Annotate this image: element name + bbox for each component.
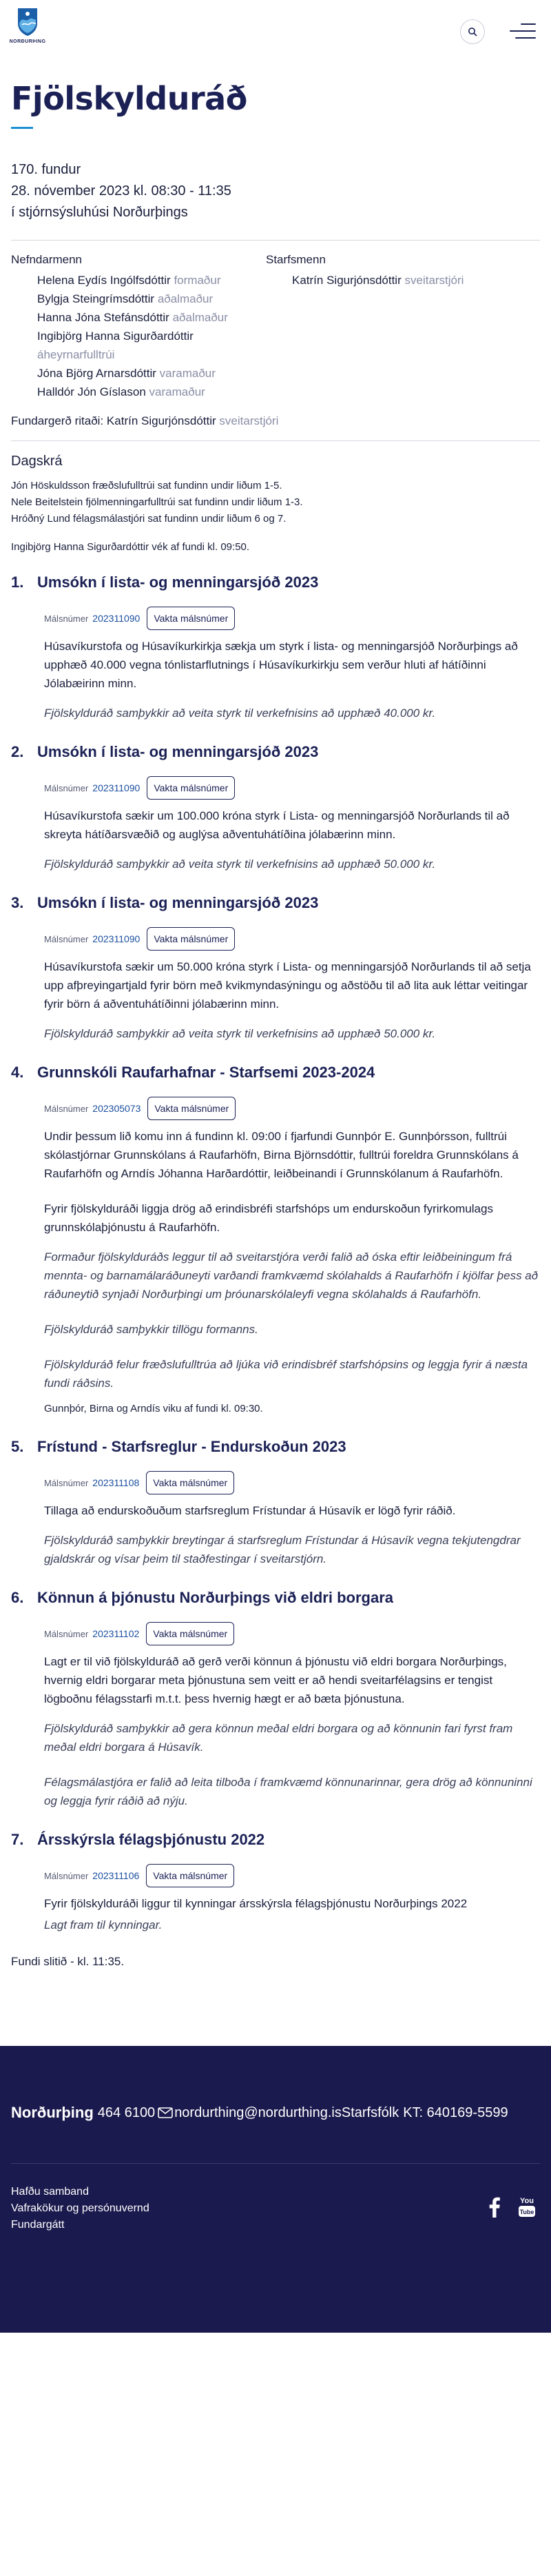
item-heading: Umsókn í lista- og menningarsjóð 2023 [37, 574, 319, 591]
search-button[interactable] [460, 19, 485, 44]
member-name: Bylgja Steingrímsdóttir [37, 292, 155, 305]
minutes-label: Fundargerð ritaði: [11, 414, 104, 427]
item-number: 7. [11, 1831, 24, 1848]
watch-case-button[interactable]: Vakta málsnúmer [146, 1864, 234, 1887]
main-content [0, 80, 551, 1969]
footer-link-meeting-portal[interactable]: Fundargátt [11, 2219, 65, 2231]
case-number-link[interactable]: 202311108 [92, 1477, 140, 1488]
item-number: 1. [11, 574, 24, 591]
case-label: Málsnúmer [44, 933, 89, 944]
item-body [11, 1622, 540, 1810]
item-title [11, 1831, 540, 1849]
item-description: Lagt er til við fjölskylduráð að gerð verði könnun á þjónustu við eldri borgara Norðurþings, hvernig eldri borgarar meta þjónustuna sem veitt er að hendi sveitarfélagsins er tengist lögboðnu félagsstarfi m.t.t. þess hvernig hægt er að bæta þjónustuna. [44, 1655, 507, 1705]
committee-section [11, 253, 540, 401]
item-decision: Fjölskylduráð samþykkir að veita styrk til verkefnisins að upphæð 50.000 kr. [44, 1027, 436, 1040]
agenda-item-7 [11, 1831, 540, 1934]
agenda-item-2 [11, 743, 540, 873]
item-note: Gunnþór, Birna og Arndís viku af fundi kl. 09:30. [44, 1403, 263, 1414]
member-role: áheyrnarfulltrúi [37, 348, 115, 361]
item-body [11, 1864, 540, 1934]
member-role: formaður [174, 274, 221, 287]
member-1 [11, 290, 266, 308]
case-row [44, 1864, 540, 1887]
norðurþing-crest-icon [15, 7, 40, 37]
svg-text:You: You [520, 2197, 534, 2205]
agenda-item-5 [11, 1438, 540, 1568]
member-5 [11, 383, 266, 401]
item-decision: Fjölskylduráð samþykkir að veita styrk til verkefnisins að upphæð 50.000 kr. [44, 858, 436, 871]
attendance-notes [11, 478, 540, 527]
case-number-link[interactable]: 202311102 [92, 1628, 140, 1639]
item-description: Fyrir fjölskylduráði liggja drög að erindisbréfi starfshóps um endurskoðun fyrirkomulags grunnskólaþjónustu á Raufarhöfn. [44, 1202, 493, 1234]
watch-case-button[interactable]: Vakta málsnúmer [147, 607, 235, 630]
footer-divider [11, 2163, 540, 2164]
watch-case-button[interactable]: Vakta málsnúmer [146, 1622, 234, 1645]
facebook-link[interactable] [489, 2197, 500, 2221]
meeting-date: 28. nóvember 2023 kl. 08:30 - 11:35 [11, 183, 231, 199]
item-number: 5. [11, 1438, 24, 1455]
meeting-number: 170. fundur [11, 162, 81, 177]
item-heading: Umsókn í lista- og menningarsjóð 2023 [37, 743, 319, 760]
watch-case-button[interactable]: Vakta málsnúmer [147, 776, 235, 800]
minutes-name: Katrín Sigurjónsdóttir [106, 414, 216, 427]
attendance-line: Hróðný Lund félagsmálastjóri sat fundinn undir liðum 6 og 7. [11, 513, 287, 525]
case-number-link[interactable]: 202311090 [92, 933, 141, 944]
footer-links [11, 2184, 149, 2233]
svg-text:Tube: Tube [519, 2209, 534, 2215]
item-description: Fyrir fjölskylduráði liggur til kynningar ársskýrsla félagsþjónustu Norðurþings 2022 [44, 1897, 468, 1910]
attendance-line: Nele Beitelstein fjölmenningarfulltrúi sat fundinn undir liðum 1-3. [11, 496, 303, 508]
item-title [11, 1438, 540, 1456]
footer-contact [11, 2104, 540, 2122]
staff-heading: Starfsmenn [266, 253, 326, 266]
staff-role: sveitarstjóri [404, 274, 464, 287]
item-heading: Umsókn í lista- og menningarsjóð 2023 [37, 894, 319, 911]
item-title [11, 894, 540, 912]
item-body [11, 927, 540, 1043]
absent-note: Ingibjörg Hanna Sigurðardóttir vék af fundi kl. 09:50. [11, 541, 250, 553]
social-links [489, 2195, 536, 2223]
watch-case-button[interactable]: Vakta málsnúmer [146, 1471, 234, 1494]
item-title [11, 743, 540, 761]
item-description: Húsavíkurstofa og Húsavíkurkirkja sækja um styrk í lista- og menningarsjóð Norðurþings að upphæð 40.000 vegna tónlistarflutnings í Húsavíkurkirkju sem verður hluti af hátíðinni Jólabæirinn minn. [44, 640, 518, 690]
search-icon [468, 27, 477, 37]
case-label: Málsnúmer [44, 1628, 89, 1639]
meeting-location: í stjórnsýsluhúsi Norðurþings [11, 205, 188, 220]
item-heading: Ársskýrsla félagsþjónustu 2022 [37, 1831, 265, 1848]
member-name: Jóna Björg Arnarsdóttir [37, 367, 156, 380]
member-role: aðalmaður [172, 311, 228, 324]
footer-brand: Norðurþing [11, 2104, 94, 2121]
item-body [11, 1471, 540, 1568]
youtube-link[interactable] [518, 2195, 536, 2223]
item-number: 6. [11, 1589, 24, 1606]
menu-line [510, 30, 536, 32]
case-number-link[interactable]: 202311090 [92, 613, 141, 624]
site-header [0, 0, 551, 59]
item-decision: Fjölskylduráð felur fræðslufulltrúa að ljúka við erindisbréf starfshópsins og leggja fyrir á næsta fundi ráðsins. [44, 1358, 528, 1390]
member-3 [11, 327, 266, 364]
menu-line [515, 37, 536, 39]
minutes-taker [11, 414, 540, 428]
case-label: Málsnúmer [44, 1103, 89, 1114]
menu-line [521, 23, 536, 25]
item-heading: Könnun á þjónustu Norðurþings við eldri borgara [37, 1589, 393, 1606]
member-name: Helena Eydís Ingólfsdóttir [37, 274, 171, 287]
case-label: Málsnúmer [44, 613, 89, 624]
case-number-link[interactable]: 202311090 [92, 782, 141, 793]
case-label: Málsnúmer [44, 1477, 89, 1488]
item-body [11, 1097, 540, 1417]
agenda-heading: Dagskrá [11, 454, 63, 469]
attendance-line: Jón Höskuldsson fræðslufulltrúi sat fundinn undir liðum 1-5. [11, 480, 282, 491]
members-column [11, 253, 266, 401]
item-decision: Fjölskylduráð samþykkir tillögu formanns. [44, 1323, 258, 1336]
facebook-icon [489, 2197, 500, 2218]
page-title: Fjölskylduráð [11, 80, 247, 117]
footer-phone-link[interactable]: 464 6100 [97, 2105, 156, 2120]
footer-link-contact[interactable]: Hafðu samband [11, 2186, 89, 2198]
footer-email-link[interactable]: nordurthing@nordurthing.is [174, 2105, 342, 2120]
member-name: Hanna Jóna Stefánsdóttir [37, 311, 169, 324]
item-number: 4. [11, 1064, 24, 1081]
meeting-closed: Fundi slitið - kl. 11:35. [11, 1955, 125, 1968]
item-decision: Fjölskylduráð samþykkir að veita styrk til verkefnisins að upphæð 40.000 kr. [44, 707, 436, 720]
case-row [44, 1471, 540, 1494]
divider [11, 240, 540, 241]
case-row [44, 1097, 540, 1120]
staff-0 [266, 271, 540, 290]
agenda-item-4 [11, 1064, 540, 1417]
item-decision: Lagt fram til kynningar. [44, 1918, 163, 1931]
staff-name: Katrín Sigurjónsdóttir [292, 274, 402, 287]
member-4 [11, 364, 266, 383]
item-decision: Fjölskylduráð samþykkir að gera könnun meðal eldri borgara og að könnunin fari fyrst fram meðal eldri borgara á Húsavík. [44, 1722, 513, 1754]
item-decision: Félagsmálastjóra er falið að leita tilboða í framkvæmd könnunarinnar, gera drög að könnuninni og leggja fyrir ráðið að nýju. [44, 1776, 532, 1807]
divider [11, 440, 540, 441]
agenda-item-6 [11, 1589, 540, 1810]
footer-staff-link[interactable]: Starfsfólk [341, 2105, 399, 2120]
watch-case-button[interactable]: Vakta málsnúmer [147, 927, 235, 951]
item-decision: Formaður fjölskylduráðs leggur til að sveitarstjóra verði falið að óska eftir leiðbeiningum frá mennta- og barnamálaráðuneyti varðandi framkvæmd skólahalds á Raufarhöfn í kjölfar þess að ráðuneytið synjaði Norðurþingi um þróunarskólaleyfi vegna skólahalds á Raufarhöfn. [44, 1250, 539, 1301]
member-name: Ingibjörg Hanna Sigurðardóttir [37, 329, 194, 343]
hamburger-menu-button[interactable] [504, 23, 536, 40]
agenda-item-3 [11, 894, 540, 1043]
item-number: 3. [11, 894, 24, 911]
item-decision: Fjölskylduráð samþykkir breytingar á starfsreglum Frístundar á Húsavík vegna tekjutengdrar gjaldskrár og vísar þeim til staðfestingar í sveitarstjórn. [44, 1534, 521, 1565]
meeting-info [11, 159, 540, 223]
members-heading: Nefndarmenn [11, 253, 83, 266]
item-number: 2. [11, 743, 24, 760]
agenda-item-1 [11, 574, 540, 722]
staff-column [266, 253, 540, 401]
member-0 [11, 271, 266, 290]
site-footer [0, 2046, 551, 2333]
member-2 [11, 308, 266, 327]
case-row [44, 776, 540, 800]
item-heading: Grunnskóli Raufarhafnar - Starfsemi 2023-2024 [37, 1064, 375, 1081]
item-description: Húsavíkurstofa sækir um 50.000 króna styrk í Lista- og menningarsjóð Norðurlands til að setja upp afþreyingartjald fyrir börn með kvikmyndasýningu og aðstöðu til að lita auk léttar veitingar fyrir börn á aðventuhátíðinni jólabærinn minn. [44, 960, 531, 1011]
item-description: Undir þessum lið komu inn á fundinn kl. 09:00 í fjarfundi Gunnþór E. Gunnþórsson, fulltrúi skólastjórnar Grunnskólans á Raufarhöfn, Birna Björnsdóttir, fulltrúi foreldra Grunnskólans á Raufarhöfn og Arndís Jóhanna Harðardóttir, leiðbeinandi í Grunnskólanum á Raufarhöfn. [44, 1130, 519, 1180]
member-role: varamaður [149, 385, 205, 398]
watch-case-button[interactable]: Vakta málsnúmer [147, 1097, 236, 1120]
item-body [11, 607, 540, 722]
item-title [11, 574, 540, 591]
case-label: Málsnúmer [44, 1870, 89, 1881]
footer-kt: KT: 640169-5599 [403, 2105, 508, 2120]
case-number-link[interactable]: 202311106 [92, 1870, 140, 1881]
item-body [11, 776, 540, 873]
site-logo[interactable] [10, 7, 45, 52]
case-label: Málsnúmer [44, 782, 89, 793]
member-role: aðalmaður [157, 292, 214, 305]
item-description: Húsavíkurstofa sækir um 100.000 króna styrk í Lista- og menningarsjóð Norðurlands til að skreyta hátíðarsvæðið og auglýsa aðventuhátíðina jólabærinn minn. [44, 809, 510, 841]
minutes-role: sveitarstjóri [219, 414, 279, 427]
member-role: varamaður [159, 367, 216, 380]
member-name: Halldór Jón Gíslason [37, 385, 146, 398]
title-underline [11, 127, 33, 129]
item-description: Tillaga að endurskoðuðum starfsreglum Frístundar á Húsavík er lögð fyrir ráðið. [44, 1504, 456, 1517]
youtube-icon [518, 2195, 536, 2220]
item-heading: Frístund - Starfsreglur - Endurskoðun 2023 [37, 1438, 346, 1455]
case-row [44, 1622, 540, 1645]
case-row [44, 927, 540, 951]
logo-text: NORÐURÞING [9, 39, 46, 44]
item-title [11, 1589, 540, 1607]
footer-link-cookies[interactable]: Vafrakökur og persónuvernd [11, 2202, 149, 2214]
item-title [11, 1064, 540, 1082]
case-row [44, 607, 540, 630]
case-number-link[interactable]: 202305073 [92, 1103, 141, 1114]
mail-icon [158, 2107, 173, 2118]
